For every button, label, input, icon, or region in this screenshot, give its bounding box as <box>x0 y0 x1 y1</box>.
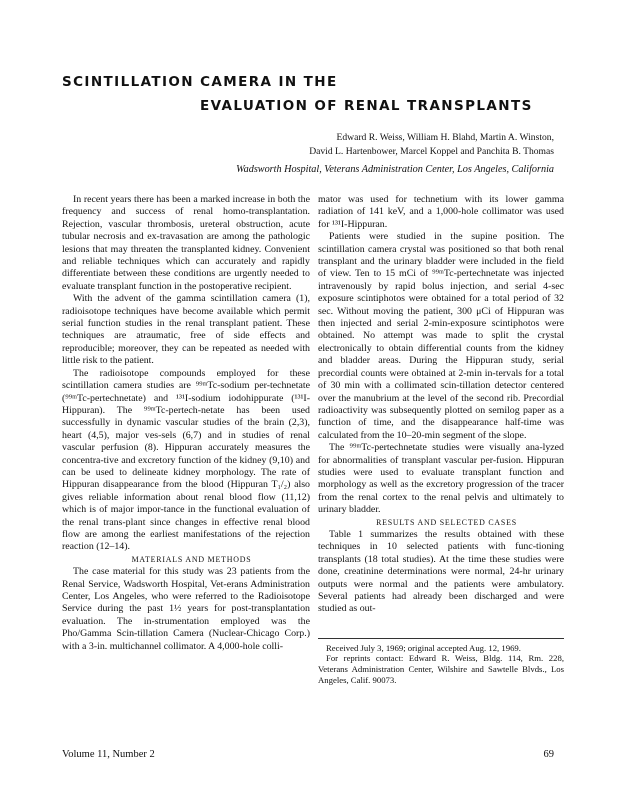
received-note: Received July 3, 1969; original accepted Aug. 12, 1969. <box>326 642 521 653</box>
paragraph: With the advent of the gamma scintillation camera (1), radioisotope techniques have become available which permit serial function studies in the renal transplant patient. These techniques are atraumatic, free of side effects and reproducible; moreover, they can be repeated as needed with little risk to the patient. <box>62 293 310 367</box>
section-heading-results: RESULTS AND SELECTED CASES <box>376 517 517 527</box>
page-number: 69 <box>543 749 554 760</box>
paragraph: In recent years there has been a marked increase in both the frequency and success of renal homo-transplantation. Rejection, vascular thrombosis, ureteral obstruction, acute tubular necrosis and ex-travasation are among the pathologic lesions that may threaten the transplanted kidney. Convenient and reliable techniques which can accurately and rapidly differentiate between these conditions are urgently needed to evaluate transplant function in the postoperative recipient. <box>62 194 310 292</box>
authors-line-1: Edward R. Weiss, William H. Blahd, Martin A. Winston, <box>336 132 554 143</box>
paragraph: Patients were studied in the supine position. The scintillation camera crystal was positioned so that both renal transplant and the urinary bladder were included in the field of view. Ten to 15 mCi of ⁹⁹ᵐTc-pertechnetate was injected intravenously by rapid bolus injection, and serial 4-sec exposure scintiphotos were obtained for a total period of 32 sec. Without moving the patient, 300 μCi of Hippuran was then injected and serial 2-min-exposure scintiphotos were obtained. No attempt was made to split the crystal electronically to obtain differential counts from the kidney and bladder areas. During the Hippuran study, serial precordial counts were obtained at 2-min in-tervals for a total of 30 min with a collimated scin-tillation detector centered over the manubrium at the level of the second rib. Precordial radioactivity was subsequently plotted on semilog paper as a function of time, and the disappearance half-time was calculated from the 10–20-min segment of the slope. <box>318 231 564 441</box>
paragraph: mator was used for technetium with its lower gamma radiation of 141 keV, and a 1,000-hole collimator was used for ¹³¹I-Hippuran. <box>318 194 564 230</box>
left-column <box>62 194 310 653</box>
footnote <box>318 638 564 685</box>
affiliation: Wadsworth Hospital, Veterans Administration Center, Los Angeles, California <box>236 164 554 175</box>
section-heading-materials: MATERIALS AND METHODS <box>131 554 252 564</box>
title-line-2: EVALUATION OF RENAL TRANSPLANTS <box>200 98 533 114</box>
paragraph: The case material for this study was 23 patients from the Renal Service, Wadsworth Hospital, Vet-erans Administration Center, Los Angeles, who were referred to the Radioisotope Service during the past 1½ years for post-transplantation evaluation. The in-strumentation employed was the Pho/Gamma Scin-tillation Camera (Nuclear-Chicago Corp.) with a 3-in. multichannel collimator. A 4,000-hole colli- <box>62 566 310 652</box>
reprints-note: For reprints contact: Edward R. Weiss, Bldg. 114, Rm. 228, Veterans Administration Center, Wilshire and Sawtelle Blvds., Los Angeles, Calif. 90073. <box>318 653 564 685</box>
authors-line-2: David L. Hartenbower, Marcel Koppel and Panchita B. Thomas <box>309 146 554 157</box>
footer-volume: Volume 11, Number 2 <box>62 749 155 760</box>
paragraph: The ⁹⁹ᵐTc-pertechnetate studies were visually ana-lyzed for abnormalities of transplant vascular per-fusion. Hippuran studies were used to evaluate transplant function and morphology as well as the excretory progression of the tracer from the renal cortex to the renal pelvis and ultimately to urinary bladder. <box>318 442 564 516</box>
right-column <box>318 194 564 685</box>
authors <box>309 131 554 159</box>
title-line-1: SCINTILLATION CAMERA IN THE <box>62 74 338 90</box>
paragraph: The radioisotope compounds employed for these scintillation camera studies are ⁹⁹ᵐTc-sodium per-technetate (⁹⁹ᵐTc-pertechnetate) and ¹³¹I-sodium iodohippurate (¹³¹I-Hippuran). The ⁹⁹ᵐTc-pertech-netate has been used successfully in dynamic vascular studies of the brain (2,3), heart (4,5), major ves-sels (6,7) and in studies of renal vascular perfusion (8). Hippuran accurately measures the concentra-tive and excretory function of the kidney (9,10) and can be used to delineate kidney morphology. The rate of Hippuran disappearance from the blood (Hippuran T₁/₂) also gives reliable information about renal blood flow (11,12) which is of major impor-tance in the functional evaluation of the renal trans-plant since changes in effective renal blood flow are among the earliest manifestations of the rejection reaction (12–14). <box>62 367 310 553</box>
paragraph: Table 1 summarizes the results obtained with these techniques in 10 selected patients with func-tioning transplants (18 total studies). At the time these studies were done, creatinine determinations were normal, 24-hr urinary outputs were normal and the patients were ambulatory. Several patients had already been discharged and were studied as out- <box>318 528 564 615</box>
